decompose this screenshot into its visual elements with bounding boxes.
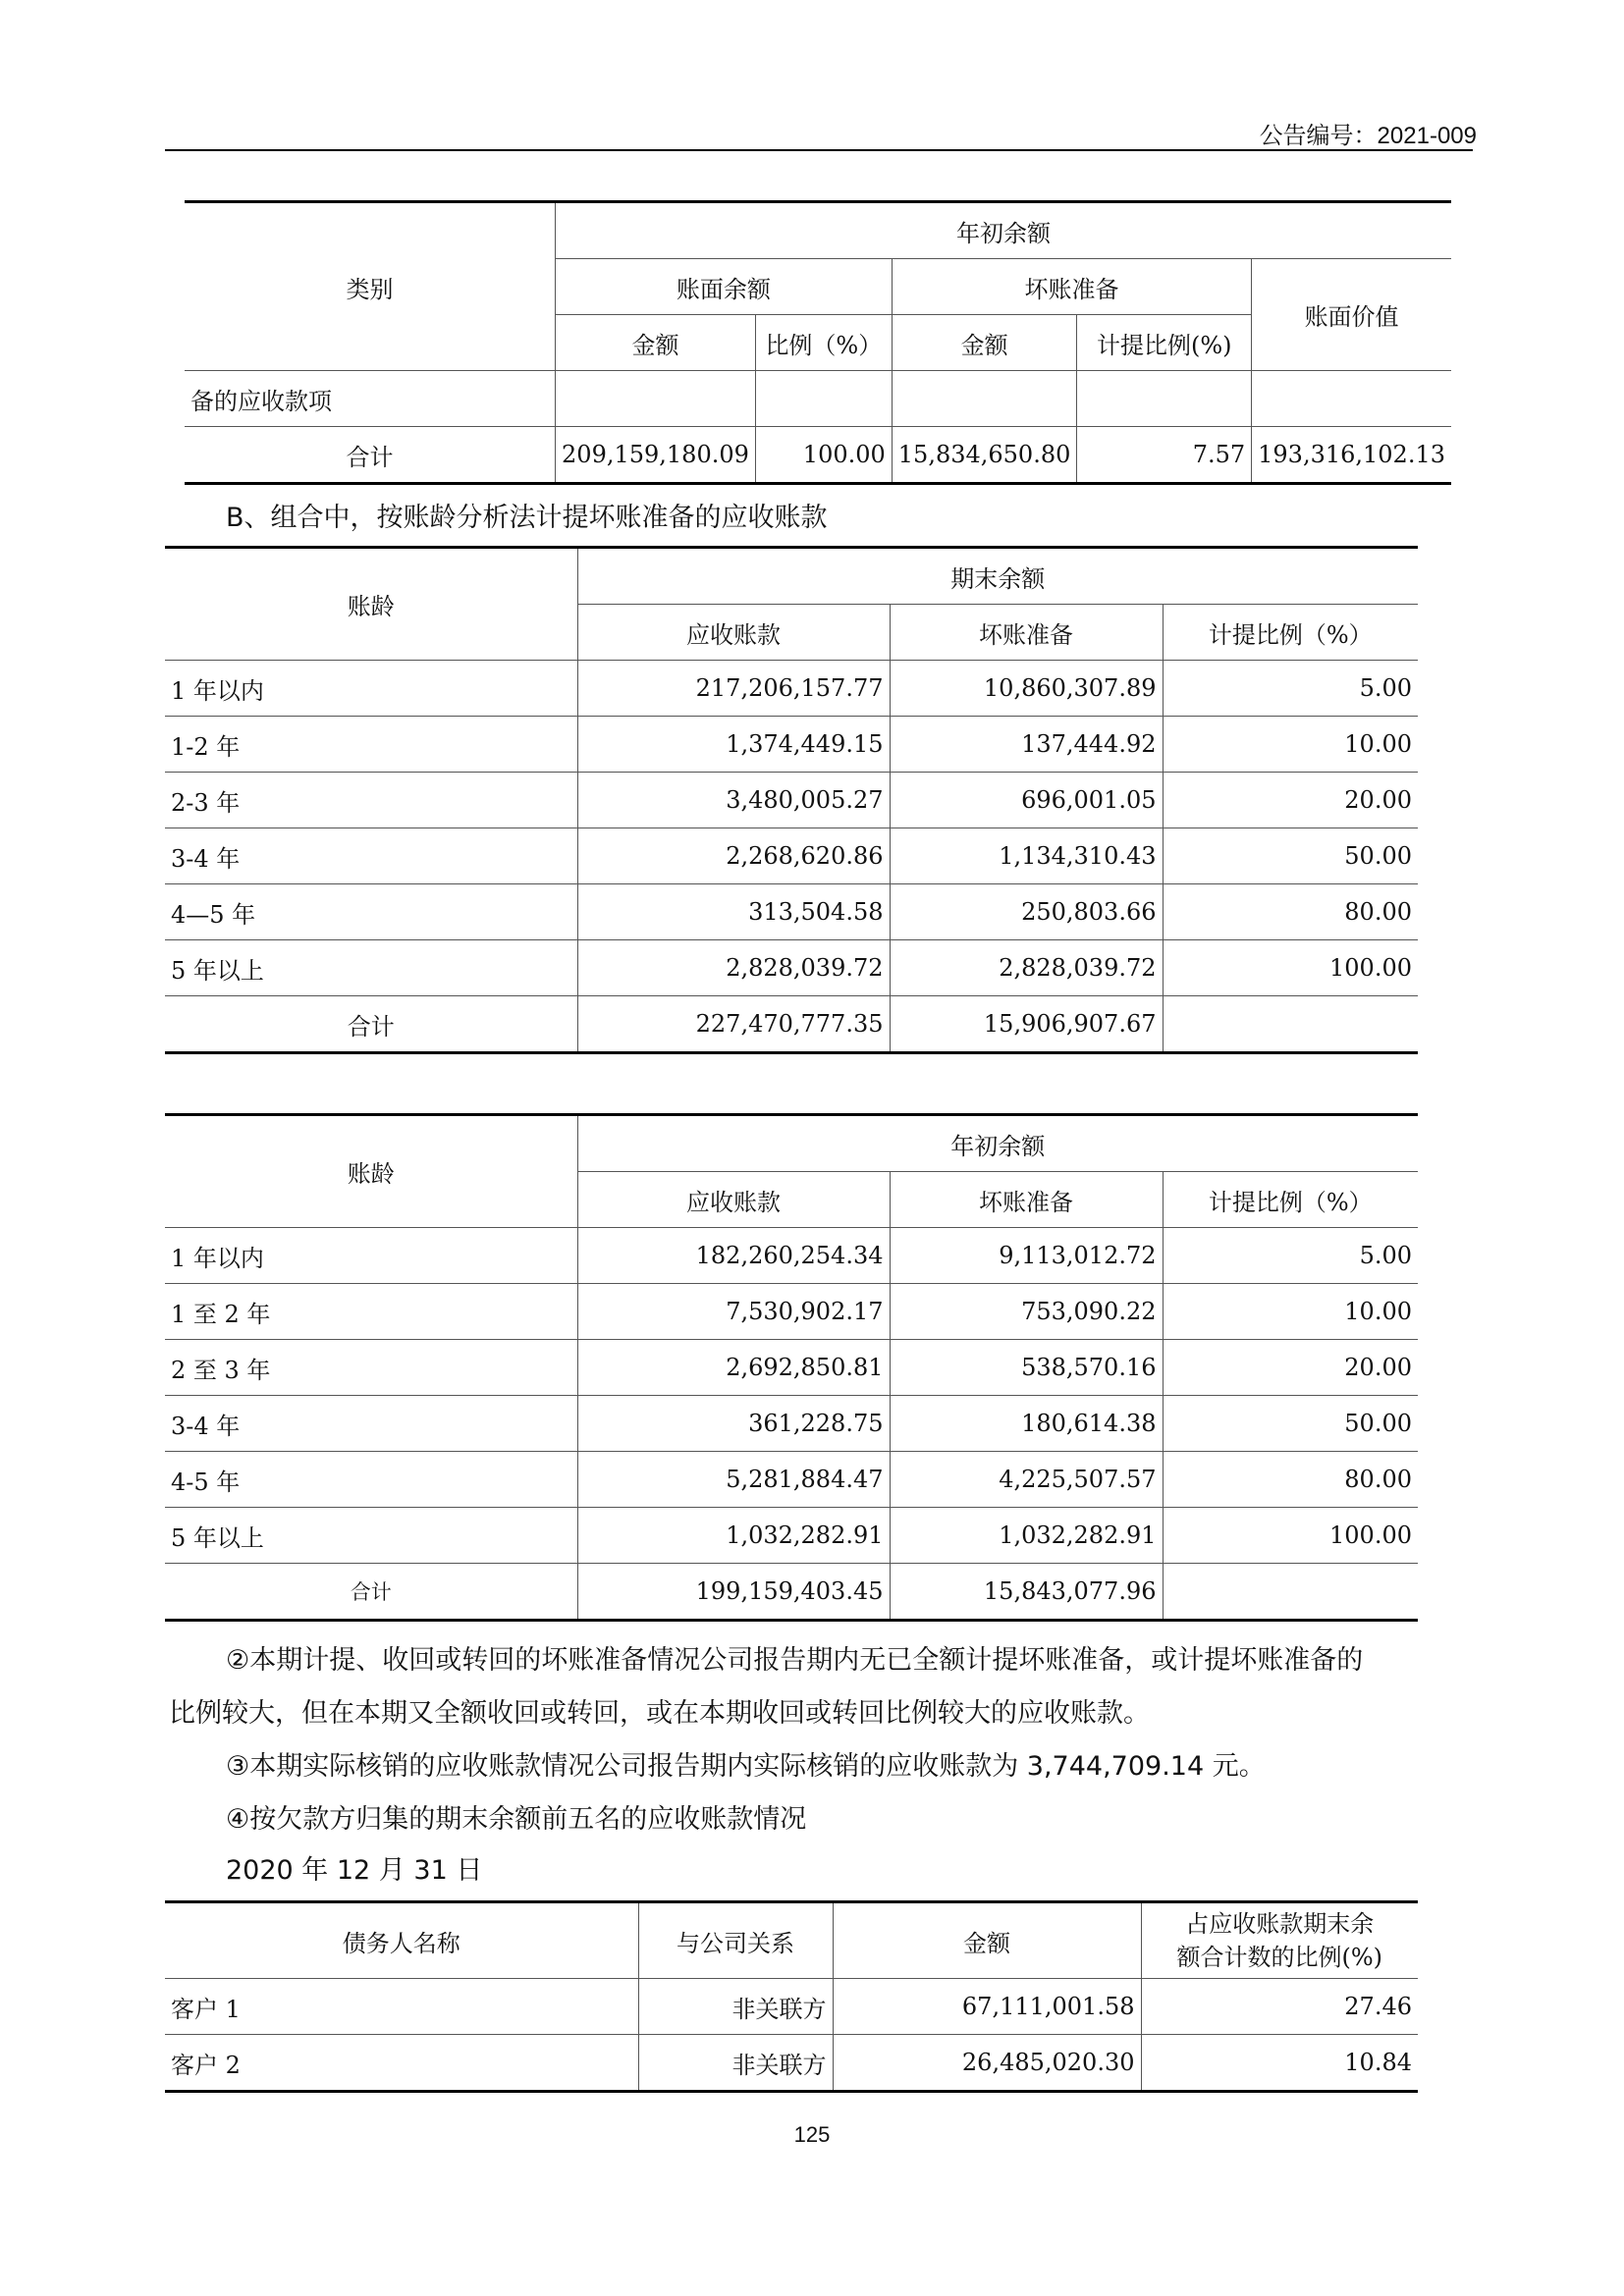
header-receivable: 应收账款 <box>577 1172 890 1228</box>
header-book-value: 账面价值 <box>1252 259 1451 371</box>
header-amount: 金额 <box>833 1902 1141 1979</box>
header-bad-debt: 坏账准备 <box>890 605 1163 661</box>
table-aging-period-end <box>165 546 1418 1054</box>
paragraph-2-line2: 比例较大，但在本期又全额收回或转回，或在本期收回或转回比例较大的应收账款。 <box>169 1698 1150 1729</box>
table-row: 3-4 年 2,268,620.86 1,134,310.43 50.00 <box>165 828 1418 884</box>
header-bad-debt: 坏账准备 <box>892 259 1251 315</box>
table-row: 4—5 年 313,504.58 250,803.66 80.00 <box>165 884 1418 940</box>
table-row: 1 至 2 年 7,530,902.17 753,090.22 10.00 <box>165 1284 1418 1340</box>
table-total-row: 合计 199,159,403.45 15,843,077.96 <box>165 1564 1418 1621</box>
page-number: 125 <box>793 2122 831 2147</box>
table-row: 5 年以上 1,032,282.91 1,032,282.91 100.00 <box>165 1508 1418 1564</box>
header-aging: 账龄 <box>165 1115 577 1228</box>
date-label: 2020 年 12 月 31 日 <box>226 1855 483 1886</box>
header-period: 年初余额 <box>556 202 1451 259</box>
header-ratio: 计提比例（%） <box>1163 1172 1418 1228</box>
header-aging: 账龄 <box>165 548 577 661</box>
table-row: 5 年以上 2,828,039.72 2,828,039.72 100.00 <box>165 940 1418 996</box>
header-debtor: 债务人名称 <box>165 1902 638 1979</box>
header-ratio: 比例（%） <box>755 315 892 371</box>
table-row: 3-4 年 361,228.75 180,614.38 50.00 <box>165 1396 1418 1452</box>
header-percentage: 占应收账款期末余 额合计数的比例(%) <box>1141 1902 1418 1979</box>
paragraph-3: ③本期实际核销的应收账款情况公司报告期内实际核销的应收账款为 3,744,709.14 元。 <box>226 1751 1266 1782</box>
header-book-balance: 账面余额 <box>556 259 893 315</box>
header-receivable: 应收账款 <box>577 605 890 661</box>
table-row: 1 年以内 182,260,254.34 9,113,012.72 5.00 <box>165 1228 1418 1284</box>
table-row <box>185 371 1451 427</box>
table-row: 4-5 年 5,281,884.47 4,225,507.57 80.00 <box>165 1452 1418 1508</box>
header-rule <box>165 149 1473 151</box>
header-ratio: 计提比例（%） <box>1163 605 1418 661</box>
header-period: 期末余额 <box>577 548 1418 605</box>
table-total-row: 合计 227,470,777.35 15,906,907.67 <box>165 996 1418 1053</box>
table-top-debtors <box>165 1900 1418 2093</box>
header-provision-ratio: 计提比例(%) <box>1077 315 1252 371</box>
table-row: 客户 1 非关联方 67,111,001.58 27.46 <box>165 1979 1418 2035</box>
header-period: 年初余额 <box>577 1115 1418 1172</box>
header-relation: 与公司关系 <box>638 1902 833 1979</box>
section-b-heading: B、组合中，按账龄分析法计提坏账准备的应收账款 <box>226 503 828 533</box>
table-row: 2-3 年 3,480,005.27 696,001.05 20.00 <box>165 773 1418 828</box>
table-opening-balance-category <box>185 200 1451 485</box>
header-amount: 金额 <box>892 315 1077 371</box>
header-amount: 金额 <box>556 315 756 371</box>
header-bad-debt: 坏账准备 <box>890 1172 1163 1228</box>
paragraph-2-line1: ②本期计提、收回或转回的坏账准备情况公司报告期内无已全额计提坏账准备，或计提坏账准备的 <box>226 1645 1364 1676</box>
table-total-row: 合计 209,159,180.09 100.00 15,834,650.80 7.57 193,316,102.13 <box>185 427 1451 484</box>
table-row: 客户 2 非关联方 26,485,020.30 10.84 <box>165 2035 1418 2092</box>
table-row: 1 年以内 217,206,157.77 10,860,307.89 5.00 <box>165 661 1418 717</box>
paragraph-4: ④按欠款方归集的期末余额前五名的应收账款情况 <box>226 1804 807 1835</box>
header-category: 类别 <box>185 202 556 371</box>
table-row: 2 至 3 年 2,692,850.81 538,570.16 20.00 <box>165 1340 1418 1396</box>
table-aging-opening <box>165 1113 1418 1622</box>
notice-number: 公告编号：2021-009 <box>1259 123 1477 149</box>
row-label: 备的应收款项 <box>185 371 556 427</box>
table-row: 1-2 年 1,374,449.15 137,444.92 10.00 <box>165 717 1418 773</box>
